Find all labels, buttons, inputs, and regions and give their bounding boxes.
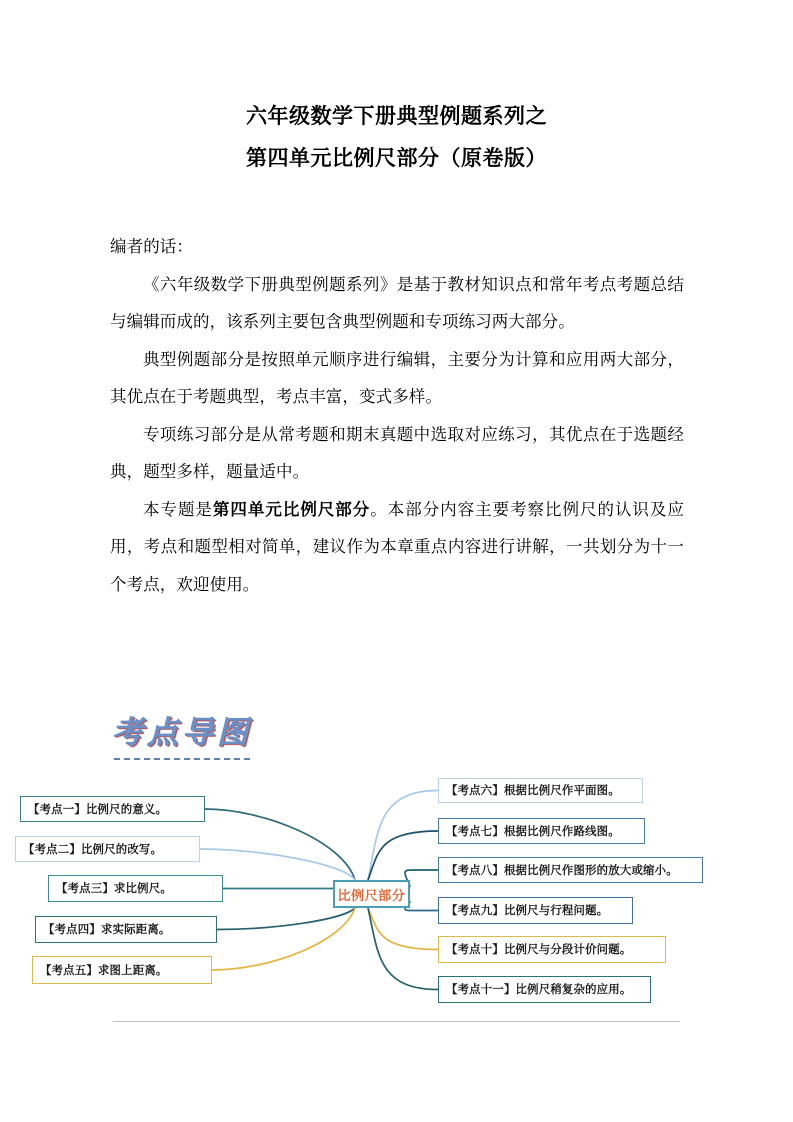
section-heading-wordart bbox=[112, 711, 272, 767]
mindmap-center-label: 比例尺部分 bbox=[337, 888, 406, 904]
mindmap-diagram bbox=[0, 770, 793, 1015]
mindmap-node-left-5-label: 【考点五】求图上距离。 bbox=[40, 962, 168, 977]
mindmap-node-right-2-label: 【考点七】根据比例尺作路线图。 bbox=[446, 823, 620, 838]
paragraph-4-prefix: 本专题是 bbox=[143, 499, 213, 519]
mindmap-node-right-4-label: 【考点九】比例尺与行程问题。 bbox=[446, 903, 609, 918]
wordart-text: 考点导图 bbox=[112, 715, 252, 751]
page-title bbox=[0, 95, 793, 179]
paragraph-1: 《六年级数学下册典型例题系列》是基于教材知识点和常年考点考题总结与编辑而成的，该系列主要包含典型例题和专项练习两大部分。 bbox=[110, 274, 684, 331]
mindmap-node-right-1[interactable] bbox=[438, 778, 643, 803]
mindmap-node-right-3-label: 【考点八】根据比例尺作图形的放大或缩小。 bbox=[446, 862, 678, 877]
mindmap-node-left-2-label: 【考点二】比例尺的改写。 bbox=[23, 841, 163, 856]
mindmap-node-right-6-label: 【考点十一】比例尺稍复杂的应用。 bbox=[446, 982, 632, 997]
title-line-1: 六年级数学下册典型例题系列之 bbox=[246, 104, 547, 128]
mindmap-node-left-3-label: 【考点三】求比例尺。 bbox=[56, 881, 172, 896]
mindmap-node-right-5-label: 【考点十】比例尺与分段计价问题。 bbox=[446, 942, 632, 957]
paragraph-4 bbox=[110, 491, 684, 604]
mindmap-node-right-4[interactable] bbox=[438, 897, 633, 924]
mindmap-node-left-4-label: 【考点四】求实际距离。 bbox=[43, 922, 171, 937]
title-line-2: 第四单元比例尺部分（原卷版） bbox=[246, 146, 547, 170]
mindmap-center-node[interactable] bbox=[333, 880, 410, 908]
mindmap-node-right-6[interactable] bbox=[438, 976, 651, 1003]
mindmap-node-left-1[interactable] bbox=[20, 796, 205, 822]
paragraph-3: 专项练习部分是从常考题和期末真题中选取对应练习，其优点在于选题经典，题型多样，题量适中。 bbox=[110, 424, 684, 481]
mindmap-node-right-1-label: 【考点六】根据比例尺作平面图。 bbox=[446, 783, 620, 798]
mindmap-node-left-5[interactable] bbox=[32, 956, 212, 984]
paragraph-4-suffix: 。本部分内容主要考察比例尺的认识及应用，考点和题型相对简单，建议作为本章重点内容进行讲解，一共划分为十一个考点，欢迎使用。 bbox=[110, 499, 684, 594]
mindmap-node-right-2[interactable] bbox=[438, 818, 645, 844]
paragraph-2: 典型例题部分是按照单元顺序进行编辑，主要分为计算和应用两大部分，其优点在于考题典型，考点丰富，变式多样。 bbox=[110, 349, 684, 406]
mindmap-node-left-1-label: 【考点一】比例尺的意义。 bbox=[28, 801, 168, 816]
editor-note-label: 编者的话： bbox=[110, 237, 193, 256]
footer-divider bbox=[113, 1021, 680, 1022]
paragraph-4-emphasis: 第四单元比例尺部分 bbox=[212, 499, 371, 519]
mindmap-node-left-4[interactable] bbox=[35, 916, 217, 943]
body-content bbox=[110, 228, 684, 603]
wordart-underline bbox=[114, 758, 250, 760]
mindmap-node-right-5[interactable] bbox=[438, 936, 666, 963]
mindmap-node-right-3[interactable] bbox=[438, 857, 703, 883]
mindmap-node-left-2[interactable] bbox=[15, 836, 200, 862]
mindmap-node-left-3[interactable] bbox=[48, 875, 223, 902]
